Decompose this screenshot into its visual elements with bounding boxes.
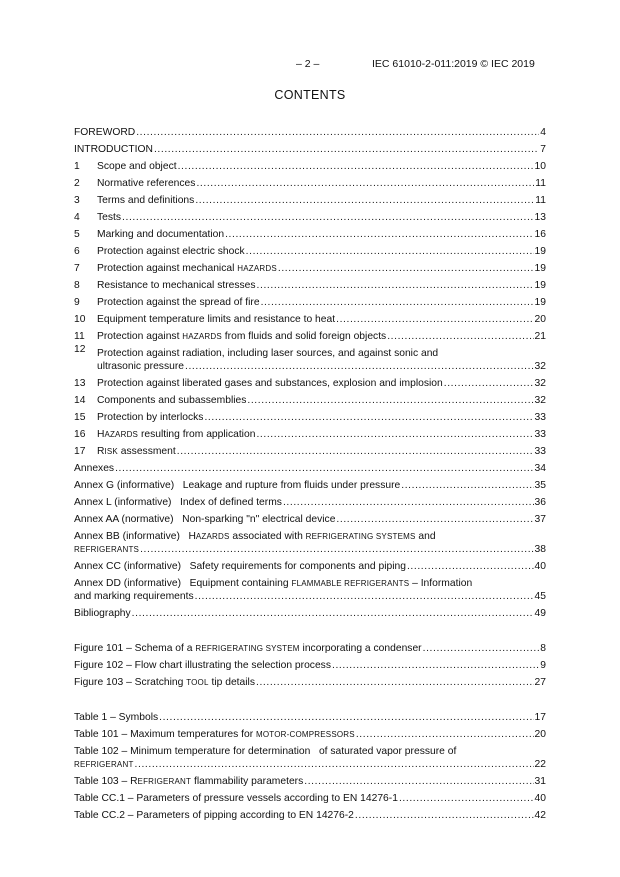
toc-entry-clause-14[interactable]: 14 Components and subassemblies ..... 32 [74, 390, 546, 407]
toc-entry-annex-aa[interactable]: Annex AA (normative) Non-sparking "n" electrical device ..... 37 [74, 509, 546, 526]
toc-entry-clause-16[interactable]: 16 HAZARDS resulting from application ..... 33 [74, 424, 546, 441]
page-number: – 2 – [296, 58, 320, 70]
toc-entry-annex-bb[interactable]: Annex BB (informative) HAZARDS associated with REFRIGERATING SYSTEMS and REFRIGERANTS ..... 38 [74, 526, 546, 556]
toc-entry-annex-g[interactable]: Annex G (informative) Leakage and rupture from fluids under pressure ..... 35 [74, 475, 546, 492]
toc-entry-introduction[interactable]: INTRODUCTION ..... 7 [74, 139, 546, 156]
toc-entry-table-cc2[interactable]: Table CC.2 – Parameters of pipping according to EN 14276-2 ..... 42 [74, 805, 546, 822]
toc-entry-bibliography[interactable]: Bibliography ..... 49 [74, 603, 546, 620]
toc-entry-figure-102[interactable]: Figure 102 – Flow chart illustrating the selection process ..... 9 [74, 655, 546, 672]
toc-entry-clause-2[interactable]: 2 Normative references ..... 11 [74, 173, 546, 190]
toc-entry-clause-7[interactable]: 7 Protection against mechanical HAZARDS ..... 19 [74, 258, 546, 275]
toc-entry-clause-12[interactable]: 12 Protection against radiation, including laser sources, and against sonic and ultrasonic pressure ..... 32 [74, 343, 546, 373]
toc-entry-table-103[interactable]: Table 103 – REFRIGERANT flammability parameters ..... 31 [74, 771, 546, 788]
toc-entry-clause-9[interactable]: 9 Protection against the spread of fire ..... 19 [74, 292, 546, 309]
toc-entry-clause-5[interactable]: 5 Marking and documentation ..... 16 [74, 224, 546, 241]
toc-entry-clause-3[interactable]: 3 Terms and definitions ..... 11 [74, 190, 546, 207]
standard-designation: IEC 61010-2-011:2019 © IEC 2019 [372, 58, 535, 70]
toc-entry-clause-10[interactable]: 10 Equipment temperature limits and resistance to heat ..... 20 [74, 309, 546, 326]
toc-entry-table-cc1[interactable]: Table CC.1 – Parameters of pressure vessels according to EN 14276-1 ..... 40 [74, 788, 546, 805]
toc-entry-annex-dd[interactable]: Annex DD (informative) Equipment containing FLAMMABLE REFRIGERANTS – Information and marking requirements ..... 45 [74, 573, 546, 603]
toc-entry-clause-13[interactable]: 13 Protection against liberated gases and substances, explosion and implosion ..... 32 [74, 373, 546, 390]
page-title: CONTENTS [274, 88, 346, 102]
toc-entry-clause-11[interactable]: 11 Protection against HAZARDS from fluids and solid foreign objects ..... 21 [74, 326, 546, 343]
toc-entry-table-101[interactable]: Table 101 – Maximum temperatures for MOTOR-COMPRESSORS ..... 20 [74, 724, 546, 741]
toc-entry-clause-1[interactable]: 1 Scope and object ..... 10 [74, 156, 546, 173]
toc-entry-figure-101[interactable]: Figure 101 – Schema of a REFRIGERATING SYSTEM incorporating a condenser ..... 8 [74, 638, 546, 655]
toc-entry-annex-l[interactable]: Annex L (informative) Index of defined terms ..... 36 [74, 492, 546, 509]
toc-entry-clause-15[interactable]: 15 Protection by interlocks ..... 33 [74, 407, 546, 424]
toc-entry-clause-6[interactable]: 6 Protection against electric shock ..... 19 [74, 241, 546, 258]
toc-entry-clause-4[interactable]: 4 Tests ..... 13 [74, 207, 546, 224]
toc-entry-clause-17[interactable]: 17 RISK assessment ..... 33 [74, 441, 546, 458]
toc-entry-annexes[interactable]: Annexes ..... 34 [74, 458, 546, 475]
toc-entry-annex-cc[interactable]: Annex CC (informative) Safety requirements for components and piping ..... 40 [74, 556, 546, 573]
toc-entry-figure-103[interactable]: Figure 103 – Scratching TOOL tip details ..... 27 [74, 672, 546, 689]
toc-entry-clause-8[interactable]: 8 Resistance to mechanical stresses ..... 19 [74, 275, 546, 292]
toc-entry-foreword[interactable]: FOREWORD ..... 4 [74, 122, 546, 139]
toc-entry-table-1[interactable]: Table 1 – Symbols ..... 17 [74, 707, 546, 724]
toc-entry-table-102[interactable]: Table 102 – Minimum temperature for determination of saturated vapor pressure of REFRIGERANT ..... 22 [74, 741, 546, 771]
toc-clauses [74, 122, 546, 822]
